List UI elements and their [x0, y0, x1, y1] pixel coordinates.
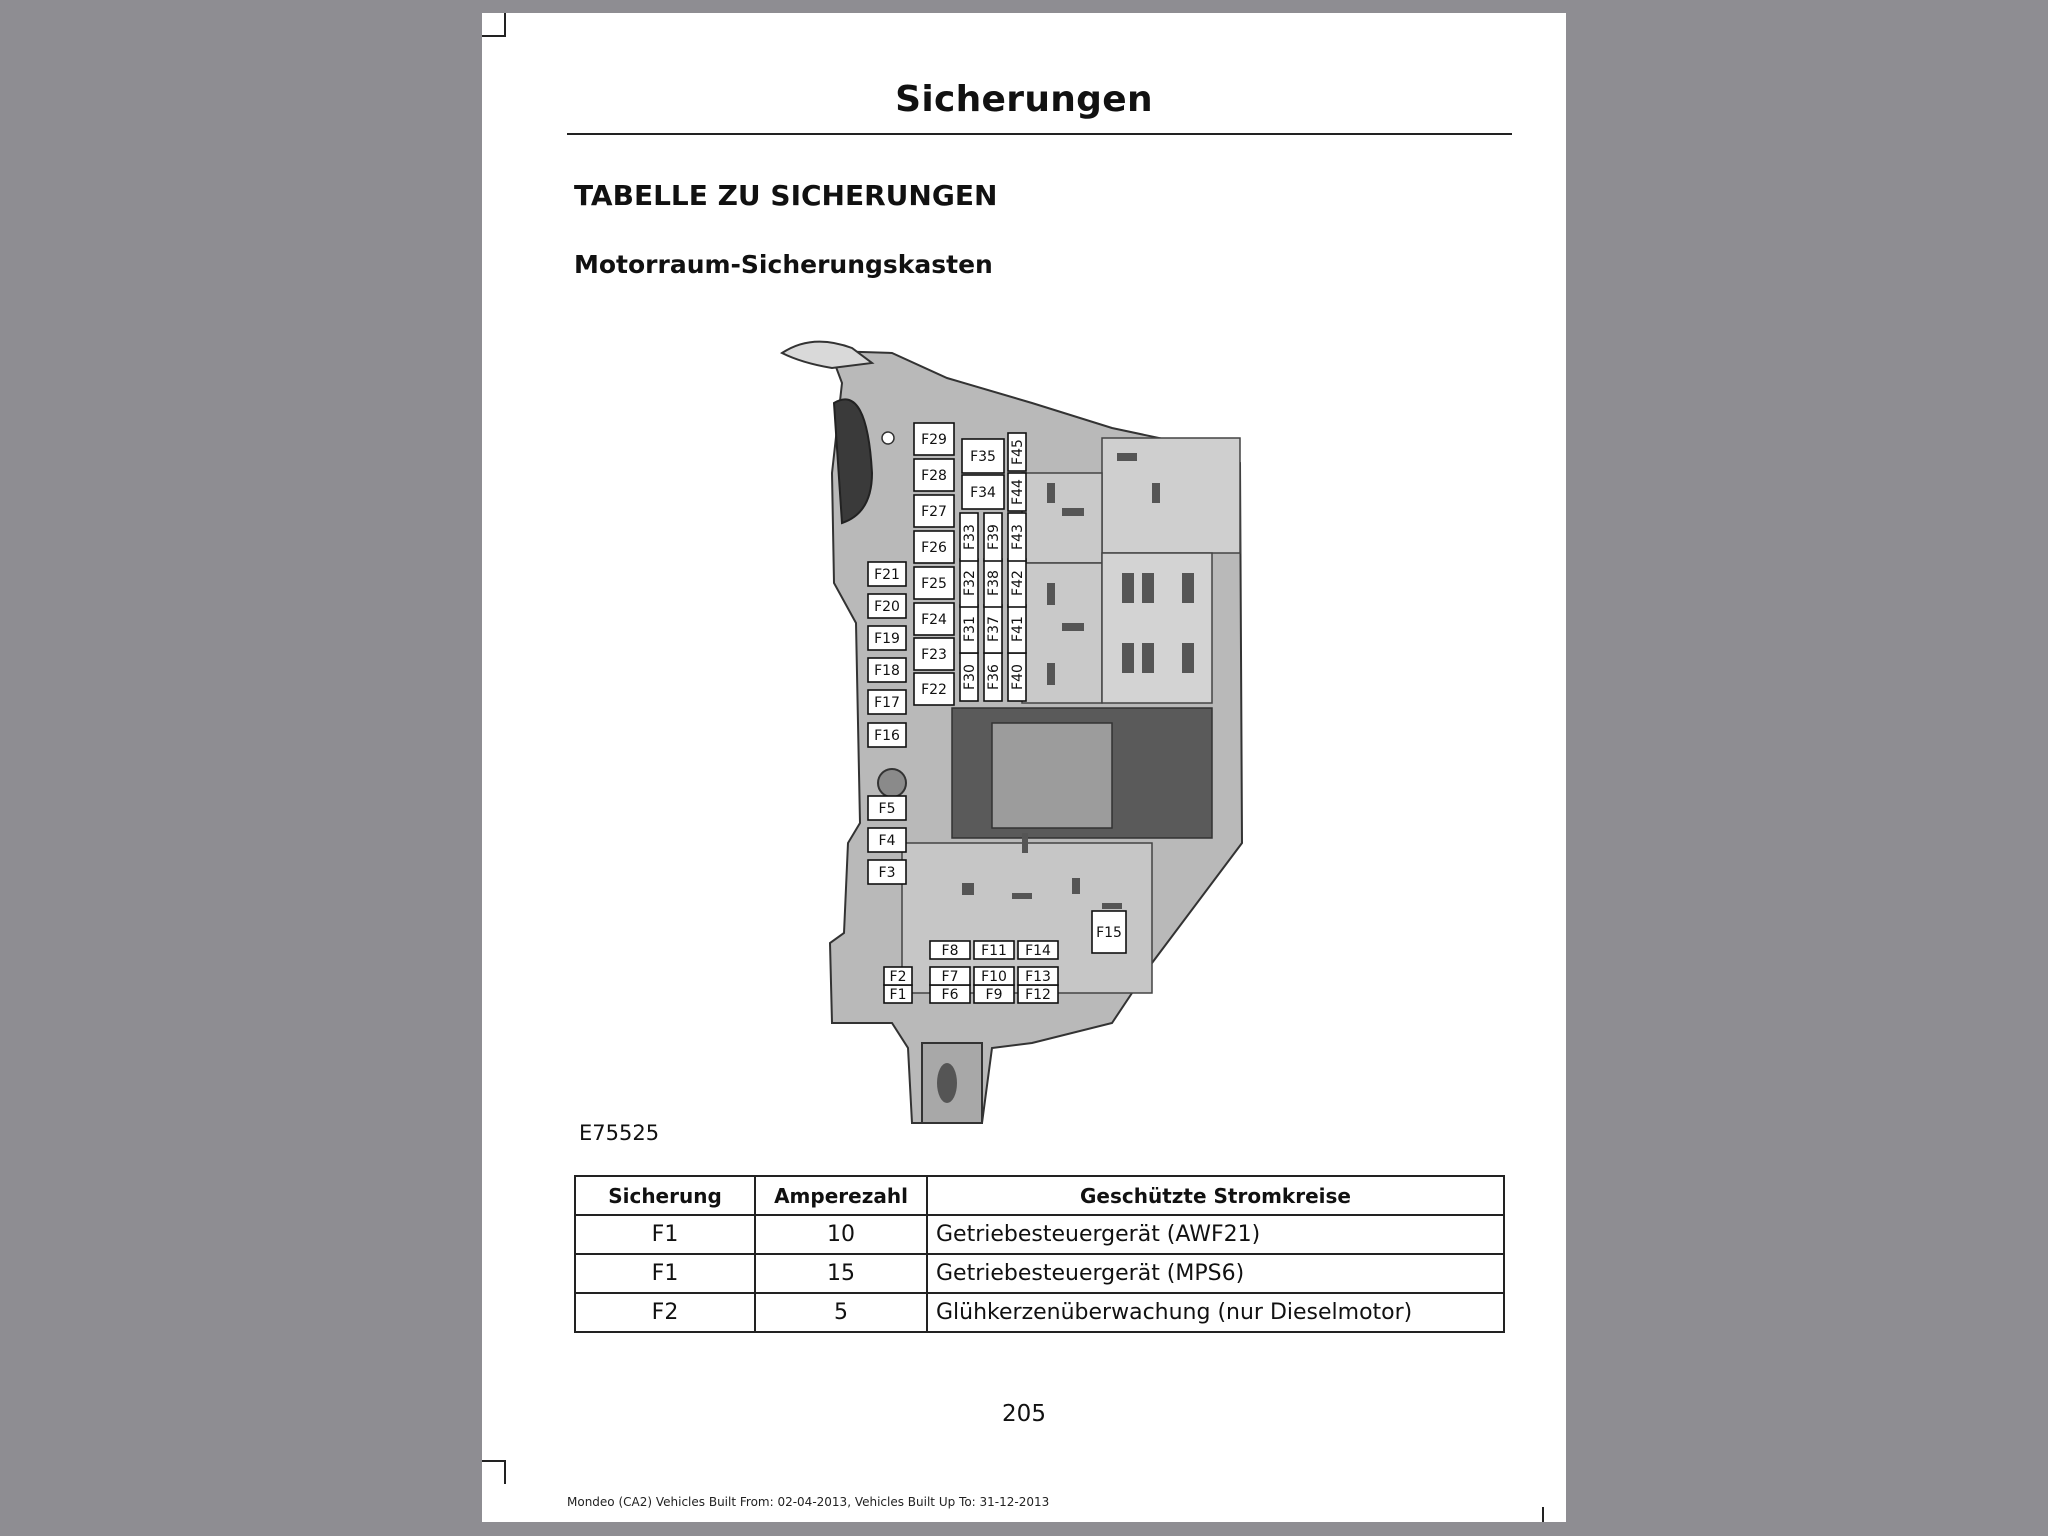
- fuse-label-f30: F30: [962, 664, 978, 690]
- cell-circuit: Getriebesteuergerät (AWF21): [927, 1215, 1504, 1254]
- table-header-row: [575, 1176, 1504, 1215]
- fuse-label-f45: F45: [1010, 439, 1026, 465]
- document-page: [482, 13, 1566, 1522]
- fuse-label-f18: F18: [874, 663, 900, 679]
- fuse-box-diagram: [772, 323, 1272, 1133]
- table-row: [575, 1293, 1504, 1332]
- crop-mark-bottom-left: [482, 1460, 506, 1484]
- crop-mark-bottom-right: [1542, 1507, 1544, 1522]
- fuse-label-f44: F44: [1010, 479, 1026, 505]
- fuse-label-f10: F10: [981, 969, 1007, 985]
- fuse-label-f24: F24: [921, 612, 947, 628]
- fuse-label-f7: F7: [941, 969, 959, 985]
- column-header-amperage: Amperezahl: [755, 1176, 927, 1215]
- column-header-fuse: Sicherung: [575, 1176, 755, 1215]
- fuse-label-f3: F3: [878, 865, 896, 881]
- fuse-label-f38: F38: [986, 570, 1002, 596]
- fuse-label-f19: F19: [874, 631, 900, 647]
- fuse-label-f33: F33: [962, 524, 978, 550]
- fuse-label-f2: F2: [889, 969, 907, 985]
- fuse-label-f29: F29: [921, 432, 947, 448]
- cell-fuse: F1: [575, 1215, 755, 1254]
- cell-amperage: 5: [755, 1293, 927, 1332]
- fuse-label-f13: F13: [1025, 969, 1051, 985]
- crop-mark-top-left: [482, 13, 506, 37]
- fuse-label-f22: F22: [921, 682, 947, 698]
- fuse-label-f40: F40: [1010, 664, 1026, 690]
- fuse-label-f36: F36: [986, 664, 1002, 690]
- fuse-label-f8: F8: [941, 943, 959, 959]
- fuse-label-f6: F6: [941, 987, 959, 1003]
- fuse-label-f27: F27: [921, 504, 947, 520]
- fuse-label-f9: F9: [985, 987, 1003, 1003]
- cell-fuse: F2: [575, 1293, 755, 1332]
- fuse-label-f37: F37: [986, 616, 1002, 642]
- table-row: [575, 1215, 1504, 1254]
- cell-circuit: Glühkerzenüberwachung (nur Dieselmotor): [927, 1293, 1504, 1332]
- cell-circuit: Getriebesteuergerät (MPS6): [927, 1254, 1504, 1293]
- fuse-label-f14: F14: [1025, 943, 1051, 959]
- fuse-label-f12: F12: [1025, 987, 1051, 1003]
- cell-fuse: F1: [575, 1254, 755, 1293]
- fuse-label-f16: F16: [874, 728, 900, 744]
- fuse-label-f20: F20: [874, 599, 900, 615]
- fuse-table: [574, 1175, 1505, 1333]
- fuse-label-f39: F39: [986, 524, 1002, 550]
- fuse-label-f5: F5: [878, 801, 896, 817]
- fuse-label-f43: F43: [1010, 524, 1026, 550]
- fuse-label-f31: F31: [962, 616, 978, 642]
- cell-amperage: 10: [755, 1215, 927, 1254]
- footer-text: Mondeo (CA2) Vehicles Built From: 02-04-2013, Vehicles Built Up To: 31-12-2013: [567, 1495, 1050, 1509]
- fuse-label-f15: F15: [1096, 925, 1122, 941]
- fuse-label-f17: F17: [874, 695, 900, 711]
- page-number: 205: [1002, 1401, 1046, 1427]
- cell-amperage: 15: [755, 1254, 927, 1293]
- fuse-label-f32: F32: [962, 570, 978, 596]
- page-title: Sicherungen: [895, 79, 1153, 120]
- fuse-label-f1: F1: [889, 987, 907, 1003]
- figure-code: E75525: [579, 1121, 660, 1145]
- fuse-label-f41: F41: [1010, 616, 1026, 642]
- fuse-label-f21: F21: [874, 567, 900, 583]
- fuse-label-f25: F25: [921, 576, 947, 592]
- table-row: [575, 1254, 1504, 1293]
- fuse-label-f4: F4: [878, 833, 896, 849]
- fuse-label-f35: F35: [970, 449, 996, 465]
- fuse-label-f42: F42: [1010, 570, 1026, 596]
- subsection-title: Motorraum-Sicherungskasten: [574, 250, 993, 279]
- header-divider: [567, 133, 1512, 135]
- fuse-label-f23: F23: [921, 647, 947, 663]
- fuse-label-f28: F28: [921, 468, 947, 484]
- column-header-circuits: Geschützte Stromkreise: [927, 1176, 1504, 1215]
- fuse-label-f26: F26: [921, 540, 947, 556]
- fuse-label-f34: F34: [970, 485, 996, 501]
- section-title: TABELLE ZU SICHERUNGEN: [574, 179, 998, 212]
- fuse-label-f11: F11: [981, 943, 1007, 959]
